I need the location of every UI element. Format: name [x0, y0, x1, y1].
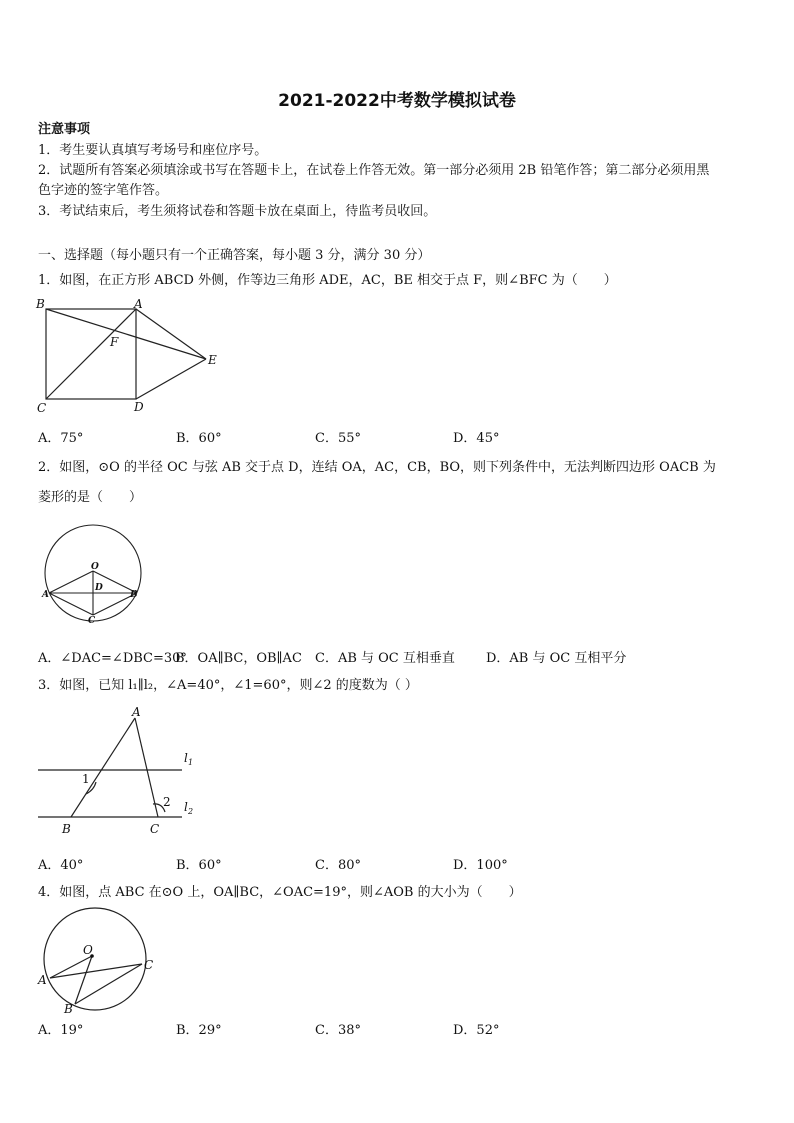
q2-option-c[interactable]: C．AB 与 OC 互相垂直 [315, 651, 455, 666]
q2-label-d: D [95, 583, 103, 593]
q3-label-angle-1: 1 [82, 772, 90, 786]
q1-option-d[interactable]: D．45° [453, 431, 500, 446]
q2-option-d[interactable]: D．AB 与 OC 互相平分 [486, 651, 627, 666]
q3-label-l1: l [184, 751, 188, 765]
question-3-stem: 3．如图，已知 l₁∥l₂，∠A=40°，∠1=60°，则∠2 的度数为（ ） [38, 678, 418, 693]
q2-label-a: A [42, 590, 49, 600]
q4-label-b: B [64, 1002, 73, 1016]
q3-label-b: B [62, 822, 71, 836]
q4-option-b[interactable]: B．29° [176, 1023, 222, 1038]
q2-label-c: C [88, 616, 96, 626]
q3-label-angle-2: 2 [163, 795, 171, 809]
q1-label-f: F [110, 335, 119, 349]
notice-heading: 注意事项 [38, 122, 91, 137]
q1-label-e: E [208, 353, 217, 367]
q1-label-b: B [36, 297, 45, 311]
q2-option-b[interactable]: B．OA∥BC，OB∥AC [175, 651, 302, 666]
q3-label-l2-sub: 2 [188, 807, 194, 816]
q3-option-c[interactable]: C．80° [315, 858, 361, 873]
q4-label-a: A [38, 973, 47, 987]
section-heading: 一、选择题（每小题只有一个正确答案，每小题 3 分，满分 30 分） [38, 248, 431, 263]
question-1-figure [34, 296, 224, 416]
question-2-stem: 2．如图，⊙O 的半径 OC 与弦 AB 交于点 D，连结 OA，AC，CB，BO，则下列条件中，无法判断四边形 OACB 为 [38, 460, 716, 475]
q3-label-a: A [132, 705, 141, 719]
q4-label-o: O [83, 943, 93, 957]
q3-option-b[interactable]: B．60° [176, 858, 222, 873]
q1-label-c: C [37, 401, 47, 415]
question-2-stem-cont: 菱形的是（ ） [38, 490, 143, 505]
q2-option-a[interactable]: A．∠DAC=∠DBC=30° [38, 651, 187, 666]
question-2-figure [38, 518, 148, 628]
q3-option-a[interactable]: A．40° [38, 858, 84, 873]
question-4-figure [36, 906, 160, 1016]
question-1-stem: 1．如图，在正方形 ABCD 外侧，作等边三角形 ADE，AC，BE 相交于点 F，则∠BFC 为（ ） [38, 273, 617, 288]
q2-label-b: B [130, 590, 138, 600]
q1-label-d: D [134, 400, 144, 414]
notice-item-2-cont: 色字迹的签字笔作答。 [38, 183, 169, 198]
q4-option-c[interactable]: C．38° [315, 1023, 361, 1038]
notice-item-3: 3．考试结束后，考生须将试卷和答题卡放在桌面上，待监考员收回。 [38, 204, 437, 219]
q1-option-b[interactable]: B．60° [176, 431, 222, 446]
q3-label-c: C [150, 822, 160, 836]
q2-label-o: O [91, 562, 99, 572]
question-3-figure [36, 704, 206, 839]
notice-item-2: 2．试题所有答案必须填涂或书写在答题卡上，在试卷上作答无效。第一部分必须用 2B 铅笔作答；第二部分必须用黑 [38, 163, 710, 178]
q1-label-a: A [134, 297, 143, 311]
q1-option-a[interactable]: A．75° [38, 431, 84, 446]
q3-label-l2: l [184, 800, 188, 814]
question-4-stem: 4．如图，点 ABC 在⊙O 上，OA∥BC，∠OAC=19°，则∠AOB 的大小为（ ） [38, 885, 522, 900]
q4-label-c: C [144, 958, 154, 972]
notice-item-1: 1．考生要认真填写考场号和座位序号。 [38, 143, 268, 158]
exam-title: 2021-2022中考数学模拟试卷 [278, 91, 516, 111]
q3-option-d[interactable]: D．100° [453, 858, 508, 873]
q3-label-l1-sub: 1 [188, 758, 194, 767]
q4-option-a[interactable]: A．19° [38, 1023, 84, 1038]
q4-option-d[interactable]: D．52° [453, 1023, 500, 1038]
q1-option-c[interactable]: C．55° [315, 431, 361, 446]
